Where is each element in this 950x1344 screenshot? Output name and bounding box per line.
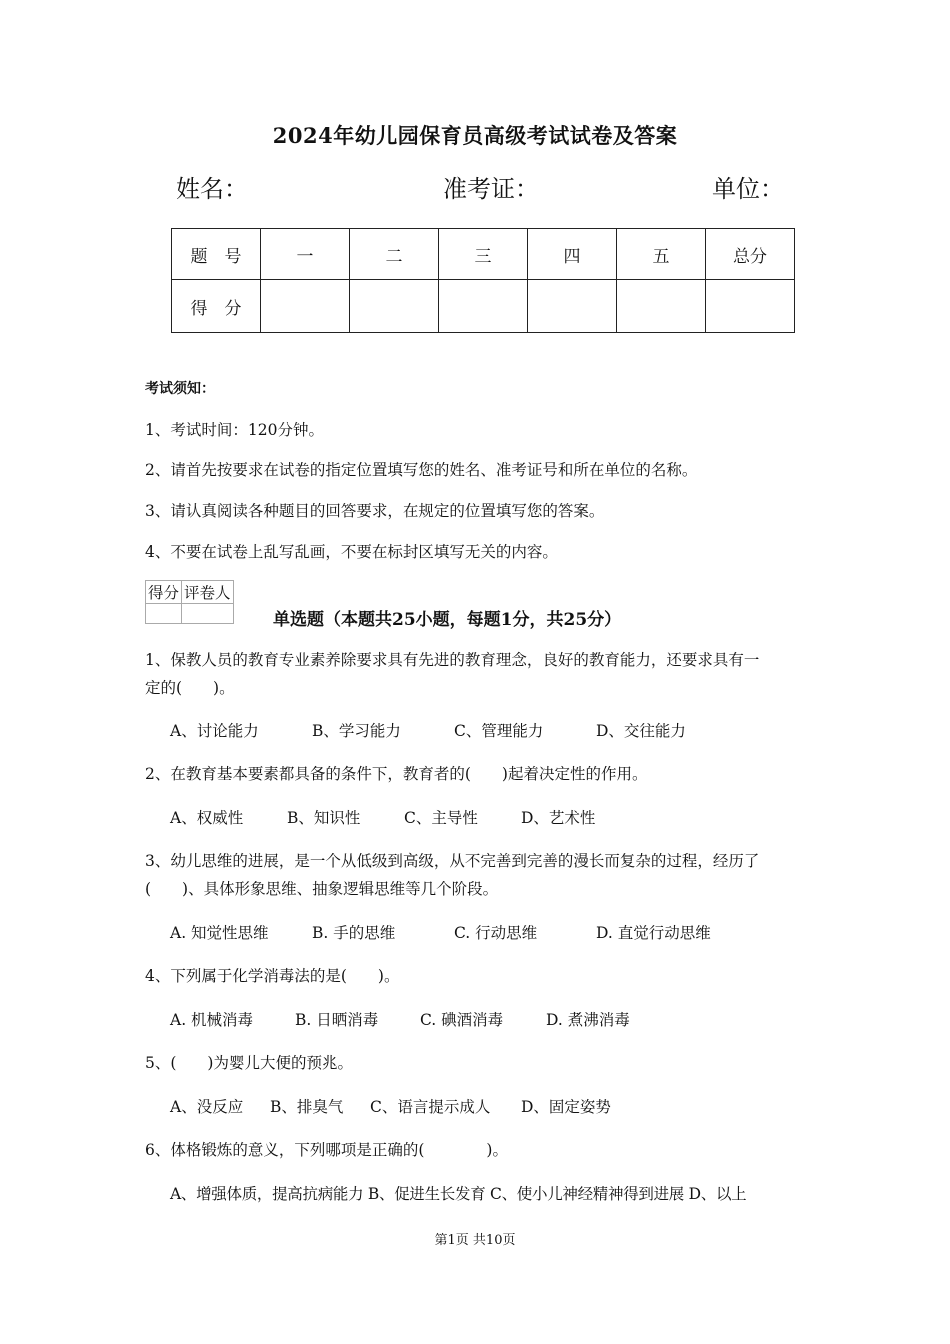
question-2-option-b: B、知识性 (287, 809, 361, 827)
question-4-option-a: A. 机械消毒 (170, 1011, 254, 1029)
score-table-score-row (172, 280, 795, 333)
question-5-option-c: C、语言提示成人 (370, 1098, 491, 1116)
question-3-option-d: D. 直觉行动思维 (596, 924, 711, 942)
grader-score-label: 得分 (146, 581, 182, 604)
name-field-label: 姓名： (176, 175, 248, 203)
notes-heading: 考试须知： (145, 381, 215, 397)
question-2-option-c: C、主导性 (404, 809, 478, 827)
question-4-line: 4、下列属于化学消毒法的是( )。 (145, 967, 400, 985)
unit-field-label: 单位： (712, 175, 784, 203)
question-5-option-b: B、排臭气 (270, 1098, 344, 1116)
grader-score-cell[interactable] (146, 604, 182, 624)
score-header-cell: 二 (350, 229, 439, 280)
score-header-cell: 三 (439, 229, 528, 280)
section-title: 单选题（本题共25小题，每题1分，共25分） (273, 610, 622, 630)
question-3-option-b: B. 手的思维 (312, 924, 396, 942)
question-5-line: 5、( )为婴儿大便的预兆。 (145, 1054, 353, 1072)
note-item: 2、请首先按要求在试卷的指定位置填写您的姓名、准考证号和所在单位的名称。 (145, 461, 698, 479)
score-cell[interactable] (617, 280, 706, 333)
question-3-line: ( )、具体形象思维、抽象逻辑思维等几个阶段。 (145, 880, 499, 898)
page-footer: 第1页 共10页 (434, 1233, 516, 1248)
score-cell[interactable] (528, 280, 617, 333)
exam-title: 2024年幼儿园保育员高级考试试卷及答案 (272, 123, 678, 148)
grader-name-label: 评卷人 (182, 581, 234, 604)
question-3-line: 3、幼儿思维的进展，是一个从低级到高级，从不完善到完善的漫长而复杂的过程，经历了 (145, 852, 760, 870)
score-cell[interactable] (350, 280, 439, 333)
question-3-option-a: A. 知觉性思维 (170, 924, 269, 942)
score-header-cell: 一 (261, 229, 350, 280)
question-1-line: 定的( )。 (145, 679, 235, 697)
grader-box (145, 580, 234, 624)
question-5-option-d: D、固定姿势 (521, 1098, 611, 1116)
question-1-line: 1、保教人员的教育专业素养除要求具有先进的教育理念，良好的教育能力，还要求具有一 (145, 651, 760, 669)
score-cell[interactable] (439, 280, 528, 333)
question-1-option-b: B、学习能力 (312, 722, 401, 740)
grader-name-cell[interactable] (182, 604, 234, 624)
score-header-cell: 四 (528, 229, 617, 280)
score-header-cell: 题 号 (172, 229, 261, 280)
score-header-cell: 总分 (706, 229, 795, 280)
score-cell[interactable] (706, 280, 795, 333)
note-item: 4、不要在试卷上乱写乱画，不要在标封区填写无关的内容。 (145, 543, 558, 561)
note-item: 1、考试时间：120分钟。 (145, 421, 324, 439)
question-6-line: 6、体格锻炼的意义，下列哪项是正确的( )。 (145, 1141, 508, 1159)
question-2-option-a: A、权威性 (170, 809, 244, 827)
score-header-cell: 五 (617, 229, 706, 280)
score-table-header-row (172, 229, 795, 280)
question-6-options: A、增强体质，提高抗病能力 B、促进生长发育 C、使小儿神经精神得到进展 D、以上 (170, 1185, 747, 1203)
question-4-option-d: D. 煮沸消毒 (546, 1011, 630, 1029)
question-4-option-c: C. 碘酒消毒 (420, 1011, 504, 1029)
question-1-option-d: D、交往能力 (596, 722, 686, 740)
question-4-option-b: B. 日晒消毒 (295, 1011, 379, 1029)
question-1-option-a: A、讨论能力 (170, 722, 259, 740)
question-1-option-c: C、管理能力 (454, 722, 544, 740)
question-2-option-d: D、艺术性 (521, 809, 596, 827)
question-3-option-c: C. 行动思维 (454, 924, 538, 942)
score-table (171, 228, 795, 333)
score-row-label: 得 分 (172, 280, 261, 333)
score-cell[interactable] (261, 280, 350, 333)
exam-id-field-label: 准考证： (443, 175, 539, 203)
question-5-option-a: A、没反应 (170, 1098, 244, 1116)
question-2-line: 2、在教育基本要素都具备的条件下，教育者的( )起着决定性的作用。 (145, 765, 648, 783)
note-item: 3、请认真阅读各种题目的回答要求，在规定的位置填写您的答案。 (145, 502, 605, 520)
